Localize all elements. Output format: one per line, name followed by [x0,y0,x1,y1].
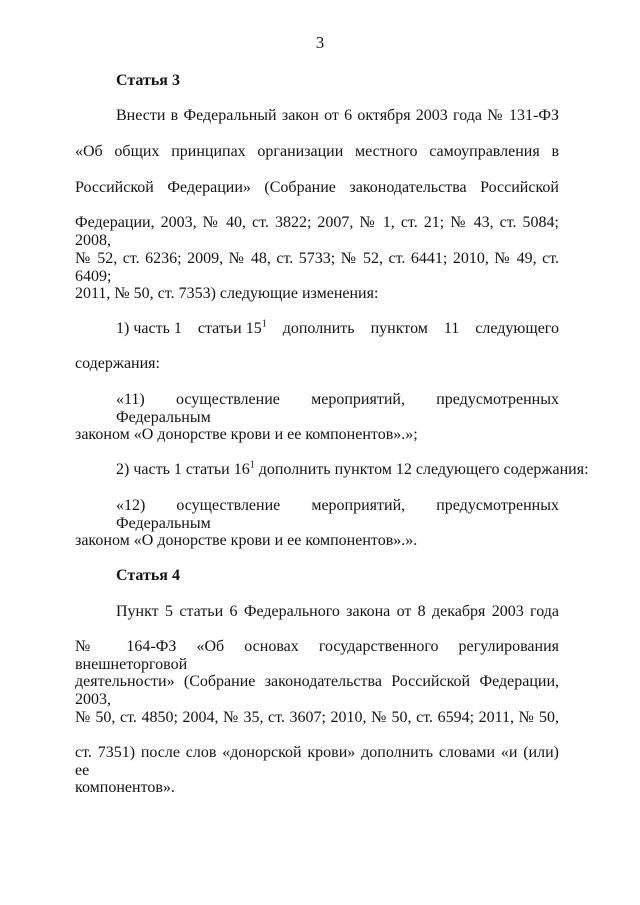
article-3-item-1-quote-line-1: «11) осуществление мероприятий, предусмотренных Федеральным [116,391,559,426]
article-4-line-4: № 50, ст. 4850; 2004, № 35, ст. 3607; 2010, № 50, ст. 6594; 2011, № 50, [75,709,559,726]
article-4-line-5: ст. 7351) после слов «донорской крови» дополнить словами «и (или) ее [75,744,559,779]
article-3-item-1-line-2: содержания: [75,355,160,372]
item-2-suffix: дополнить пунктом 12 следующего содержания: [254,461,589,478]
article-4-heading: Статья 4 [116,567,180,584]
item-1-text-c: дополнить [282,320,355,337]
article-3-item-2 [116,459,589,479]
article-4-line-3: деятельности» (Собрание законодательства Российской Федерации, 2003, [75,673,559,708]
article-3-intro-line-2: «Об общих принципах организации местного самоуправления в [75,143,559,160]
item-1-text-d: пунктом [370,320,428,337]
page-number: 3 [315,33,325,52]
article-4-line-6: компонентов». [75,779,175,796]
article-3-intro-line-3: Российской Федерации» (Собрание законодательства Российской [75,179,559,196]
item-1-superscript: 1 [261,318,267,330]
article-3-item-2-quote-line-1: «12) осуществление мероприятий, предусмотренных Федеральным [116,497,559,532]
item-1-text-e: 11 [443,320,460,337]
article-3-intro-line-6: 2011, № 50, ст. 7353) следующие изменения: [75,285,379,302]
article-3-item-2-quote-line-2: законом «О донорстве крови и ее компонентов».». [75,532,418,549]
article-3-heading: Статья 3 [116,72,180,89]
article-3-item-1-quote-line-2: законом «О донорстве крови и ее компонентов».»; [75,426,418,443]
article-4-line-1: Пункт 5 статьи 6 Федерального закона от 8 декабря 2003 года [116,603,559,620]
article-3-item-1 [116,320,559,338]
item-1-text-a: 1) часть 1 [116,320,182,337]
article-3-intro-line-4: Федерации, 2003, № 40, ст. 3822; 2007, № 1, ст. 21; № 43, ст. 5084; 2008, [75,214,559,249]
item-1-text-f: следующего [475,320,559,337]
item-1-text-b: статьи $15^1$ [197,318,267,337]
article-3-intro-line-1: Внести в Федеральный закон от 6 октября 2003 года № 131-ФЗ [116,107,559,124]
article-3-intro-line-5: № 52, ст. 6236; 2009, № 48, ст. 5733; № 52, ст. 6441; 2010, № 49, ст. 6409; [75,250,559,285]
item-2-superscript: 1 [249,459,255,471]
article-4-line-2: № 164-ФЗ «Об основах государственного регулирования внешнеторговой [75,638,559,673]
item-2-prefix: 2) часть 1 статьи 16 [116,461,250,478]
